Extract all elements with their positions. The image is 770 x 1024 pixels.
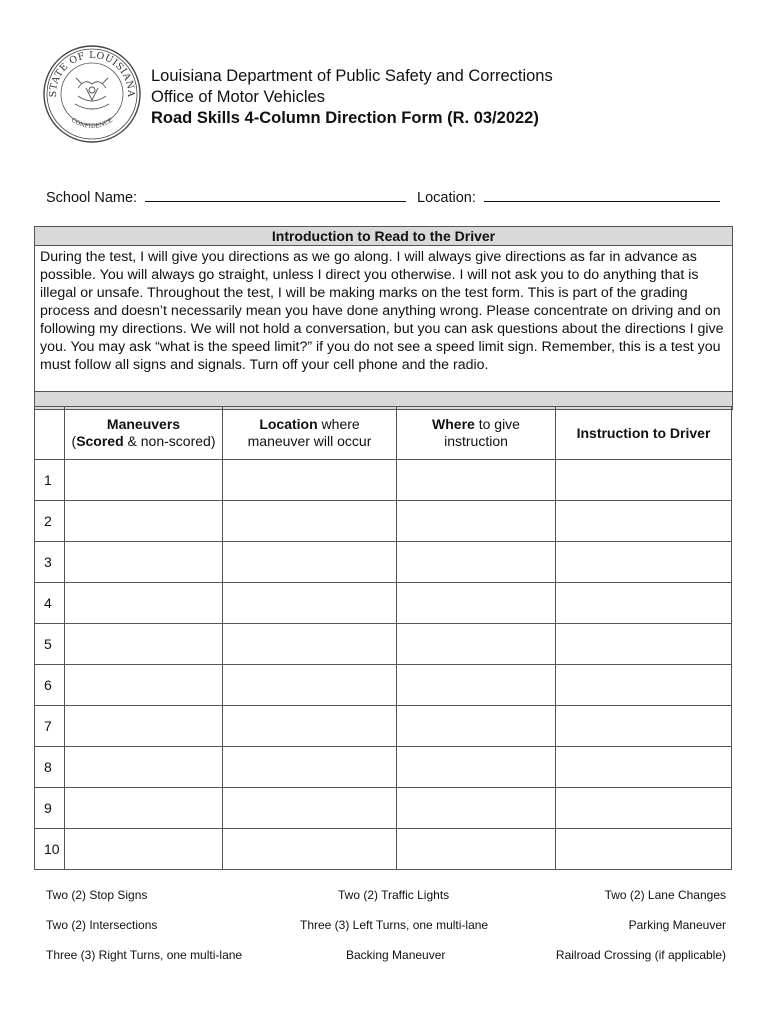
footer-item: Two (2) Traffic Lights xyxy=(338,888,450,902)
footer-item: Parking Maneuver xyxy=(628,918,726,932)
maneuver-cell[interactable] xyxy=(65,788,223,829)
table-row xyxy=(35,460,732,501)
maneuvers-header: Maneuvers (Scored & non-scored) xyxy=(65,407,223,460)
table-header-row xyxy=(35,407,732,460)
location-field[interactable] xyxy=(484,187,720,202)
maneuver-cell[interactable] xyxy=(65,706,223,747)
location-cell[interactable] xyxy=(223,624,397,665)
footer-item: Two (2) Intersections xyxy=(46,918,158,932)
table-row xyxy=(35,829,732,870)
location-cell[interactable] xyxy=(223,706,397,747)
table-row xyxy=(35,665,732,706)
row-number: 8 xyxy=(35,747,65,788)
location-cell[interactable] xyxy=(223,829,397,870)
footer-item: Two (2) Stop Signs xyxy=(46,888,148,902)
location-cell[interactable] xyxy=(223,747,397,788)
maneuver-cell[interactable] xyxy=(65,460,223,501)
school-name-label: School Name: xyxy=(46,190,138,206)
school-name-field[interactable] xyxy=(145,187,406,202)
where-cell[interactable] xyxy=(397,542,556,583)
location-cell[interactable] xyxy=(223,665,397,706)
row-number: 7 xyxy=(35,706,65,747)
footer-item: Three (3) Left Turns, one multi-lane xyxy=(300,918,489,932)
instruction-cell[interactable] xyxy=(556,788,732,829)
instruction-cell[interactable] xyxy=(556,624,732,665)
row-number: 9 xyxy=(35,788,65,829)
row-number: 2 xyxy=(35,501,65,542)
location-cell[interactable] xyxy=(223,460,397,501)
instruction-cell[interactable] xyxy=(556,829,732,870)
table-row xyxy=(35,501,732,542)
location-cell[interactable] xyxy=(223,542,397,583)
table-row xyxy=(35,583,732,624)
row-number: 3 xyxy=(35,542,65,583)
instruction-cell[interactable] xyxy=(556,542,732,583)
location-label: Location: xyxy=(417,190,476,206)
louisiana-state-seal xyxy=(42,44,142,144)
maneuver-cell[interactable] xyxy=(65,624,223,665)
directions-table xyxy=(34,406,732,870)
table-row xyxy=(35,706,732,747)
svg-text:STATE OF LOUISIANA: STATE OF LOUISIANA xyxy=(47,49,137,98)
instruction-cell[interactable] xyxy=(556,501,732,542)
maneuver-cell[interactable] xyxy=(65,829,223,870)
where-cell[interactable] xyxy=(397,706,556,747)
where-header: Where to give instruction xyxy=(397,407,556,460)
location-cell[interactable] xyxy=(223,583,397,624)
instruction-cell[interactable] xyxy=(556,583,732,624)
footer-item: Railroad Crossing (if applicable) xyxy=(555,948,726,962)
instruction-cell[interactable] xyxy=(556,706,732,747)
where-cell[interactable] xyxy=(397,501,556,542)
location-cell[interactable] xyxy=(223,788,397,829)
maneuver-cell[interactable] xyxy=(65,542,223,583)
form-header xyxy=(151,66,553,129)
introduction-box xyxy=(34,226,733,410)
where-cell[interactable] xyxy=(397,460,556,501)
form-title: Road Skills 4-Column Direction Form (R. 03/2022) xyxy=(151,109,539,127)
table-row xyxy=(35,624,732,665)
where-cell[interactable] xyxy=(397,583,556,624)
where-cell[interactable] xyxy=(397,788,556,829)
location-cell[interactable] xyxy=(223,501,397,542)
instruction-cell[interactable] xyxy=(556,747,732,788)
office-name: Office of Motor Vehicles xyxy=(151,88,325,106)
instruction-header: Instruction to Driver xyxy=(556,407,732,460)
maneuver-cell[interactable] xyxy=(65,501,223,542)
row-number: 4 xyxy=(35,583,65,624)
where-cell[interactable] xyxy=(397,665,556,706)
introduction-title: Introduction to Read to the Driver xyxy=(35,227,732,246)
where-cell[interactable] xyxy=(397,829,556,870)
table-row xyxy=(35,747,732,788)
table-row xyxy=(35,788,732,829)
instruction-cell[interactable] xyxy=(556,460,732,501)
row-number: 1 xyxy=(35,460,65,501)
footer-item: Backing Maneuver xyxy=(346,948,446,962)
school-location-row xyxy=(46,187,726,206)
maneuver-cell[interactable] xyxy=(65,747,223,788)
row-number: 10 xyxy=(35,829,65,870)
department-name: Louisiana Department of Public Safety and Corrections xyxy=(151,67,553,85)
where-cell[interactable] xyxy=(397,747,556,788)
maneuver-cell[interactable] xyxy=(65,583,223,624)
introduction-text: During the test, I will give you directions as we go along. I will always give directions as far in advance as possible. You will always go straight, unless I direct you otherwise. I will not ask you to do anything that is illegal or unsafe. Throughout the test, I will be making marks on the test form. This is part of the grading process and doesn’t necessarily mean you have done anything wrong. Please concentrate on driving and on following my directions. We will not hold a conversation, but you can ask questions about the directions I give you. You may ask “what is the speed limit?” if you do not see a speed limit sign. Remember, this is a test you must follow all signs and signals. Turn off your cell phone and the radio. xyxy=(40,249,724,373)
footer-item: Three (3) Right Turns, one multi-lane xyxy=(46,948,243,962)
row-number: 6 xyxy=(35,665,65,706)
maneuver-cell[interactable] xyxy=(65,665,223,706)
row-number: 5 xyxy=(35,624,65,665)
instruction-cell[interactable] xyxy=(556,665,732,706)
row-number-header xyxy=(35,407,65,460)
svg-text:CONFIDENCE: CONFIDENCE xyxy=(69,116,115,130)
where-cell[interactable] xyxy=(397,624,556,665)
table-row xyxy=(35,542,732,583)
footer-item: Two (2) Lane Changes xyxy=(604,888,726,902)
location-header: Location where maneuver will occur xyxy=(223,407,397,460)
